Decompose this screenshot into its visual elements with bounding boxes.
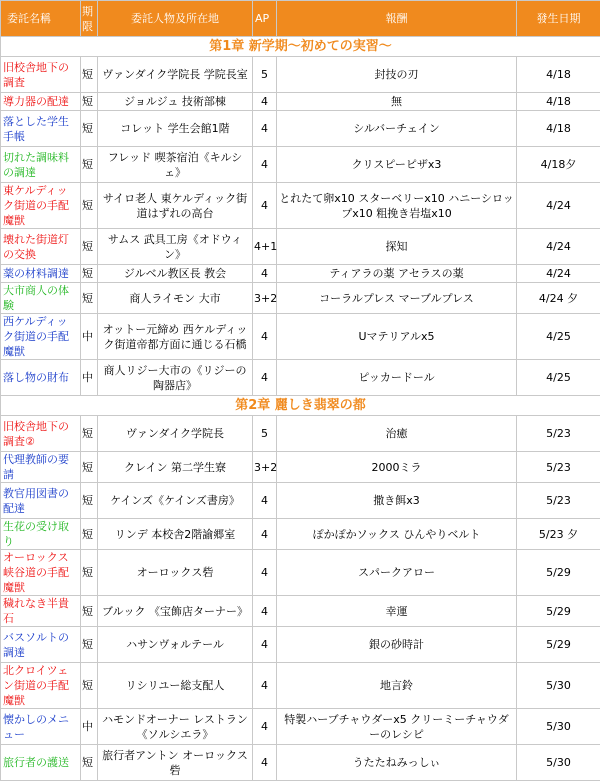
quest-client: ハサンヴォルテール	[98, 627, 253, 663]
quest-date: 4/25	[517, 360, 600, 396]
quest-name: 落し物の財布	[1, 360, 81, 396]
quest-reward: とれたて卵x10 スターベリーx10 ハニーシロップx10 粗挽き岩塩x10	[277, 183, 517, 229]
chapter-row	[1, 396, 600, 416]
quest-term: 短	[81, 596, 98, 627]
quest-term: 短	[81, 627, 98, 663]
quest-term: 短	[81, 452, 98, 483]
quest-date: 4/18夕	[517, 147, 600, 183]
quest-ap: 3+2	[253, 452, 277, 483]
quest-date: 4/18	[517, 57, 600, 93]
quest-date: 4/18	[517, 111, 600, 147]
quest-ap: 4	[253, 596, 277, 627]
quest-client: 旅行者アントン オーロックス砦	[98, 745, 253, 781]
quest-client: オットー元締め 西ケルディック街道帝都方面に通じる石橋	[98, 314, 253, 360]
table-row	[1, 416, 600, 452]
quest-name: 代理教師の要請	[1, 452, 81, 483]
quest-ap: 4	[253, 745, 277, 781]
quest-client: ヴァンダイク学院長 学院長室	[98, 57, 253, 93]
quest-reward: 幸運	[277, 596, 517, 627]
quest-ap: 4	[253, 314, 277, 360]
quest-reward: ピッカードール	[277, 360, 517, 396]
quest-name: 旧校舎地下の調査	[1, 57, 81, 93]
quest-name: オーロックス峡谷道の手配魔獣	[1, 550, 81, 596]
table-row	[1, 229, 600, 265]
table-row	[1, 111, 600, 147]
quest-ap: 4+1	[253, 229, 277, 265]
quest-date: 4/18	[517, 93, 600, 111]
quest-reward: 銀の砂時計	[277, 627, 517, 663]
quest-reward: シルバーチェイン	[277, 111, 517, 147]
quest-ap: 3+2	[253, 283, 277, 314]
chapter-title: 第2章 麗しき翡翠の都	[1, 396, 600, 416]
quest-reward: スパークアロー	[277, 550, 517, 596]
quest-reward: 2000ミラ	[277, 452, 517, 483]
quest-date: 5/29	[517, 627, 600, 663]
quest-name: 薬の材料調達	[1, 265, 81, 283]
table-row	[1, 452, 600, 483]
quest-name: 旧校舎地下の調査②	[1, 416, 81, 452]
quest-name: 懐かしのメニュー	[1, 709, 81, 745]
quest-term: 短	[81, 416, 98, 452]
quest-reward: コーラルプレス マーブルプレス	[277, 283, 517, 314]
table-row	[1, 519, 600, 550]
quest-client: ヴァンダイク学院長	[98, 416, 253, 452]
quest-date: 5/23	[517, 483, 600, 519]
quest-term: 短	[81, 147, 98, 183]
quest-term: 短	[81, 283, 98, 314]
quest-reward: ティアラの薬 アセラスの薬	[277, 265, 517, 283]
table-row	[1, 596, 600, 627]
quest-date: 5/23 夕	[517, 519, 600, 550]
quest-client: ジルベル教区長 教会	[98, 265, 253, 283]
table-row	[1, 314, 600, 360]
quest-ap: 4	[253, 627, 277, 663]
quest-client: 商人リジー大市の《リジーの陶器店》	[98, 360, 253, 396]
quest-term: 短	[81, 663, 98, 709]
quest-client: ケインズ《ケインズ書房》	[98, 483, 253, 519]
quest-ap: 4	[253, 111, 277, 147]
quest-name: 生花の受け取り	[1, 519, 81, 550]
quest-client: オーロックス砦	[98, 550, 253, 596]
quest-term: 短	[81, 111, 98, 147]
quest-date: 4/24	[517, 229, 600, 265]
quest-client: ハモンドオーナー レストラン《ソルシエラ》	[98, 709, 253, 745]
header-date: 發生日期	[517, 1, 600, 37]
header-name: 委託名稱	[1, 1, 81, 37]
table-row	[1, 360, 600, 396]
quest-ap: 4	[253, 183, 277, 229]
quest-term: 短	[81, 519, 98, 550]
quest-ap: 4	[253, 709, 277, 745]
quest-name: 旅行者の護送	[1, 745, 81, 781]
table-row	[1, 283, 600, 314]
header-term: 期限	[81, 1, 98, 37]
quest-name: 教官用図書の配達	[1, 483, 81, 519]
quest-name: 落とした学生手帳	[1, 111, 81, 147]
quest-term: 中	[81, 314, 98, 360]
quest-date: 5/23	[517, 416, 600, 452]
quest-reward: Uマテリアルx5	[277, 314, 517, 360]
quest-client: 商人ライモン 大市	[98, 283, 253, 314]
quest-date: 4/24	[517, 265, 600, 283]
quest-date: 5/30	[517, 663, 600, 709]
header-row	[1, 1, 600, 37]
quest-client: コレット 学生会館1階	[98, 111, 253, 147]
table-row	[1, 147, 600, 183]
quest-client: ブルック 《宝飾店ターナー》	[98, 596, 253, 627]
table-row	[1, 483, 600, 519]
table-row	[1, 627, 600, 663]
quest-ap: 4	[253, 265, 277, 283]
quest-name: 西ケルディック街道の手配魔獣	[1, 314, 81, 360]
quest-ap: 4	[253, 483, 277, 519]
table-row	[1, 709, 600, 745]
quest-term: 短	[81, 183, 98, 229]
quest-ap: 5	[253, 416, 277, 452]
quest-date: 5/23	[517, 452, 600, 483]
table-row	[1, 93, 600, 111]
quest-reward: ぽかぽかソックス ひんやりベルト	[277, 519, 517, 550]
quest-term: 短	[81, 745, 98, 781]
quest-date: 4/24 夕	[517, 283, 600, 314]
header-reward: 報酬	[277, 1, 517, 37]
quest-term: 中	[81, 709, 98, 745]
quest-reward: 治癒	[277, 416, 517, 452]
table-row	[1, 550, 600, 596]
header-client: 委託人物及所在地	[98, 1, 253, 37]
quest-term: 中	[81, 360, 98, 396]
quest-client: サムス 武具工房《オドウィン》	[98, 229, 253, 265]
quest-date: 5/29	[517, 596, 600, 627]
quest-name: 北クロイツェン街道の手配魔獣	[1, 663, 81, 709]
quest-ap: 4	[253, 93, 277, 111]
quest-date: 5/30	[517, 709, 600, 745]
quest-name: バスソルトの調達	[1, 627, 81, 663]
quest-term: 短	[81, 93, 98, 111]
quest-name: 東ケルディック街道の手配魔獣	[1, 183, 81, 229]
quest-reward: 地言鈴	[277, 663, 517, 709]
quest-client: クレイン 第二学生寮	[98, 452, 253, 483]
quest-reward: うたたねみっしぃ	[277, 745, 517, 781]
table-row	[1, 663, 600, 709]
quest-ap: 4	[253, 663, 277, 709]
quest-client: サイロ老人 東ケルディック街道はずれの高台	[98, 183, 253, 229]
quest-ap: 4	[253, 360, 277, 396]
quest-term: 短	[81, 265, 98, 283]
quest-name: 導力器の配達	[1, 93, 81, 111]
quest-ap: 4	[253, 550, 277, 596]
quest-client: ジョルジュ 技術部棟	[98, 93, 253, 111]
quest-reward: 撒き餌x3	[277, 483, 517, 519]
quest-ap: 4	[253, 147, 277, 183]
quest-reward: 封技の刃	[277, 57, 517, 93]
quest-date: 4/24	[517, 183, 600, 229]
quest-reward: 特製ハーブチャウダーx5 クリーミーチャウダーのレシピ	[277, 709, 517, 745]
table-row	[1, 745, 600, 781]
chapter-title: 第1章 新学期～初めての実習～	[1, 37, 600, 57]
quest-ap: 4	[253, 519, 277, 550]
quest-client: リンデ 本校舎2階諭郷室	[98, 519, 253, 550]
quest-term: 短	[81, 57, 98, 93]
quest-client: リシリユー総支配人	[98, 663, 253, 709]
quest-reward: クリスピーピザx3	[277, 147, 517, 183]
quest-name: 切れた調味料の調達	[1, 147, 81, 183]
chapter-row	[1, 37, 600, 57]
quest-date: 5/29	[517, 550, 600, 596]
quest-name: 壊れた街道灯の交換	[1, 229, 81, 265]
quest-date: 5/30	[517, 745, 600, 781]
quest-name: 大市商人の体験	[1, 283, 81, 314]
quest-client: フレッド 喫茶宿泊《キルシェ》	[98, 147, 253, 183]
quest-reward: 探知	[277, 229, 517, 265]
quest-term: 短	[81, 229, 98, 265]
quest-term: 短	[81, 550, 98, 596]
quest-name: 穢れなき半貴石	[1, 596, 81, 627]
table-row	[1, 183, 600, 229]
header-ap: AP	[253, 1, 277, 37]
quest-ap: 5	[253, 57, 277, 93]
table-row	[1, 57, 600, 93]
table-row	[1, 265, 600, 283]
quest-reward: 無	[277, 93, 517, 111]
quest-term: 短	[81, 483, 98, 519]
quest-date: 4/25	[517, 314, 600, 360]
